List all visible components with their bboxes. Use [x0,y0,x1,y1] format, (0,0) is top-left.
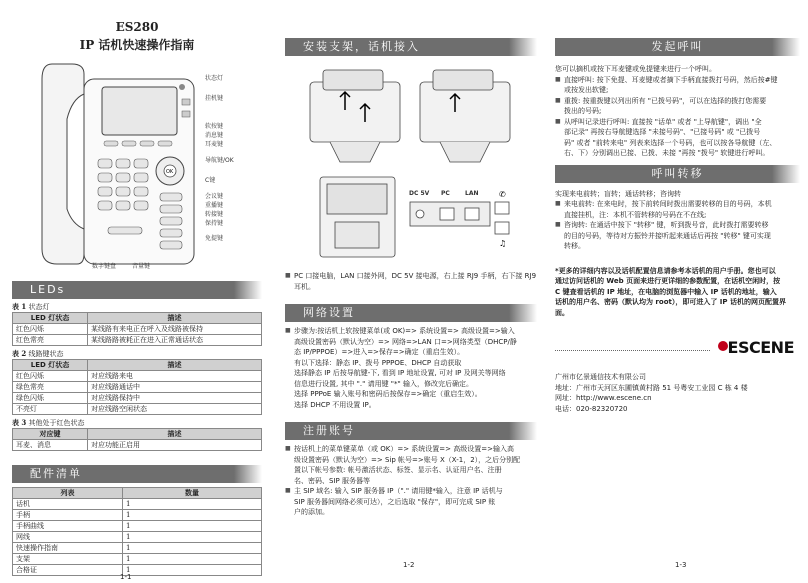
callout-headset-key: 耳麦键 [205,141,224,148]
logo-row [555,334,800,360]
transfer-header: 呼叫转移 [555,165,800,183]
packing-list-table: 列表 数量 话机 1 手柄 1 手柄曲线 1 网线 1 快速操作指南 1 支架 1 合格证 1 [12,487,262,576]
company-info [555,372,800,414]
packing-header: 配件清单 [12,465,262,483]
table3-caption: 表 3 其他处于红色状态 [12,418,85,427]
table-row: 绿色常亮 对应线路通话中 [13,382,262,393]
table-row: 网线 1 [13,532,262,543]
stand-illustrations [285,62,537,267]
other-status-table: 对应键 描述 耳麦、消息 对应功能正启用 [12,428,262,451]
company-website: 网址：http://www.escene.cn [555,394,652,402]
company-phone: 电话：020-82320720 [555,404,628,413]
table-row: 话机 1 [13,499,262,510]
page-number: 1-2 [403,561,415,569]
stand-text: ■ PC 口接电脑，LAN 口接外网，DC 5V 接电源，右上接 RJ9 手柄，右下接 RJ9 耳机。 [285,271,537,292]
company-name: 广州市亿景通信技术有限公司 [555,373,646,381]
svg-text:♫: ♫ [499,239,507,248]
escene-logo: ESCENE [727,338,794,357]
table-row: 红色常亮 某线路路被耗正在进入正常通话状态 [13,335,262,346]
page-3 [555,0,800,583]
account-instructions: ■ 按话机上的菜单键菜单（或 OK）=> 系统设置=> 高级设置=>输入高 级设置密码（默认为空）=> Sip 帐号=>账号 X（X-1，2），之后分别配 置以下帐号参数: 帐号激活状态、标签、显示名、认证用户名、注册 名、密码、SIP 服务器等 ■ 主 SIP 域名: 输入 SIP 服务器 IP（"." 请用键*输入，注意 IP 话机与 SIP 服务器间网络必须可达），之后选取 "保存"，即可完成 SIP 账 户的添加。 [285,444,537,518]
company-address: 地址：广州市天河区东圃镇黄村路 51 号粤安工业园 C 栋 4 楼 [555,383,748,392]
leds-header: LEDs [12,281,262,299]
table-row: 红色闪烁 某线路有来电正在呼入及线路被保持 [13,324,262,335]
table-row: 手柄曲线 1 [13,521,262,532]
call-header: 发起呼叫 [555,38,800,56]
call-instructions: 您可以摘机或按下耳麦键或免提键来进行一个呼叫。 ■ 直接呼叫: 按下免提、耳麦键或者摘下手柄直接拨打号码，然后按#键 或按发出软键; ■ 重拨: 按重拨键以列出所有 "已拨号码"，可以在选择的拨打您需要 拨出的号码; ■ 从呼叫记录进行呼叫: 直接按 "话单" 或者 "上导航键"，调出 "全 部记录" 再按右导航键选择 "未接号码"、"已接号码" 或 "已拨号 码" 或者 "前转来电" 列表来选择一个号码，也可以按各导航键（左、 右、下）分别调出已接、已拨、未接 "再按 "拨号" 软键进行呼叫。 [555,64,800,159]
port-label-dc: DC 5V [409,190,430,197]
logo-mark [718,341,728,351]
table-row: 绿色闪烁 对应线路保持中 [13,393,262,404]
separator-line [555,350,710,351]
callout-conference-key: 会议键 [205,193,224,200]
page-number: 1-3 [675,561,687,569]
table-row: 手柄 1 [13,510,262,521]
page-2 [285,0,537,583]
more-info-note: *更多的详细内容以及话机配置信息请参考本话机的用户手册。您也可以 通过访问话机的 Web 页面来进行更详细的参数配置，在话机空闲时，按 C 键查看话机的 IP 地址，在电脑的浏览器中输入 IP 话机的地址，输入 话机的用户名、密码（默认均为 root），即可进入了 IP 话机的网页配置界 面。 [555,266,786,317]
table-row: 红色闪烁 对应线路来电 [13,371,262,382]
stand-header: 安装支架，话机接入 [285,38,537,56]
callout-soft-keys: 软按键 [205,123,224,130]
callout-status-light: 状态灯 [205,75,224,82]
page-1 [12,0,262,583]
callout-redial-key: 重播键 [205,202,224,209]
table-row: 不亮灯 对应线路空闲状态 [13,404,262,415]
callout-c-key: C键 [205,177,216,184]
phone-diagram [12,59,262,271]
account-header: 注册账号 [285,422,537,440]
page-number: 1-1 [120,573,132,581]
network-header: 网络设置 [285,304,537,322]
table1-caption: 表 1 状态灯 [12,302,50,311]
model-title: ES280 [115,20,159,34]
led-status-table: LED 灯状态 描述 红色闪烁 某线路有来电正在呼入及线路被保持 红色常亮 某线路路被耗正在进入正常通话状态 [12,312,262,346]
table-row: 合格证 1 [13,565,262,576]
callout-message-key: 消息键 [205,132,224,139]
transfer-instructions: 实现来电前转；盲转；通话转移；咨询转 ■ 来电前转: 在来电时，按下前转间时拨出需要转移的目的号码，本机 直接挂机，注：本机不管转移的号码在不在线; ■ 咨询转: 在通话中按下 "转移" 键，听到拨号音，此时拨打需要转移 的目的号码，等待对方振铃并接听起来通话后再按 "转移" 键可实现 转移。 [555,189,800,252]
table-row: 快速操作指南 1 [13,543,262,554]
line-key-table: LED 灯状态 描述 红色闪烁 对应线路来电 绿色常亮 对应线路通话中 绿色闪烁 对应线路保持中 不亮灯 对应线路空闲状态 [12,359,262,415]
callout-hook-key: 挂机键 [205,95,224,102]
phone-illustration [22,59,202,269]
stand-install-diagram [285,62,537,267]
table-row: 耳麦、消息 对应功能正启用 [13,440,262,451]
callout-hold-key: 保持键 [205,220,224,227]
callout-transfer-key: 转接键 [205,211,224,218]
svg-text:✆: ✆ [499,190,506,199]
callout-nav-key: 导航键/OK [205,157,234,164]
port-label-lan: LAN [465,190,479,197]
table-row: 支架 1 [13,554,262,565]
svg-text:OK: OK [166,169,174,175]
callout-speaker-key: 免提键 [205,235,224,242]
callout-volume-key: 音量键 [132,263,151,270]
guide-title: IP 话机快速操作指南 [79,38,195,52]
network-instructions: ■ 步骤为:按话机上软按键菜单(或 OK)=> 系统设置=> 高级设置=>输入 高级设置密码（默认为空）=> 网络=>LAN 口=>网络类型（DHCP/静 态 IP/PPPOE）=>进入=>保存=>确定（重启生效）。 有以下选择：静态 IP、拨号 PPPOE、DHCP 自动获取 选择静态 IP 后按导航键-下, 看到 IP 地址设置, 可对 IP 及网关等网络 信息进行设置, 其中 "." 请用键 "*" 输入，修改完后确定。 选择 PPPoE 输入账号和密码后按保存=>确定（重启生效）。 选择 DHCP 不用设置 IP。 [285,326,537,410]
callout-keypad: 数字键盘 [92,263,117,270]
table2-caption: 表 2 线路键状态 [12,349,64,358]
port-label-pc: PC [441,190,450,197]
